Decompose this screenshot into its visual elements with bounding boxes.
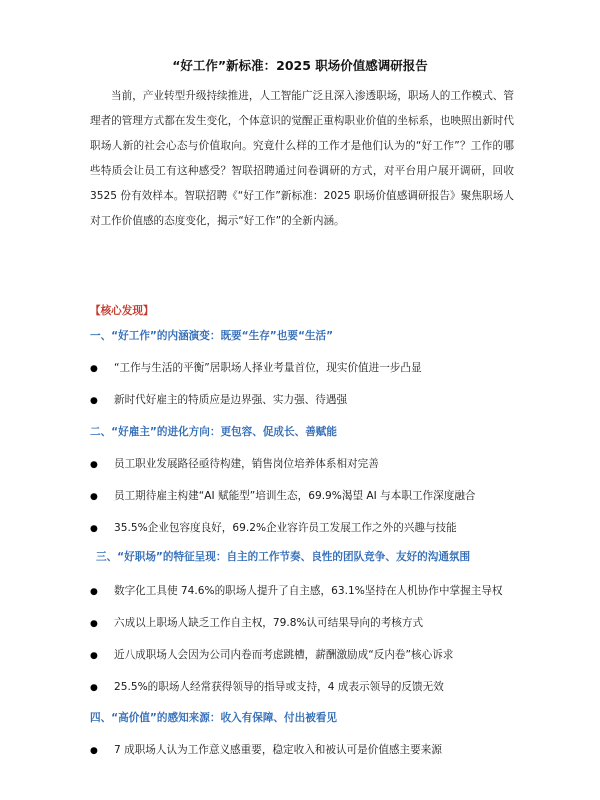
- section-heading-4: 四、“高价值”的感知来源：收入有保障、付出被看见: [90, 712, 337, 724]
- list-item: [90, 615, 530, 630]
- bullet-icon: ●: [90, 492, 98, 502]
- intro-paragraph: 当前，产业转型升级持续推进，人工智能广泛且深入渗透职场，职场人的工作模式、管理者的管理方式都在发生变化，个体意识的觉醒正重构职业价值的坐标系，也映照出新时代职场人新的社会心态与价值取向。究竟什么样的工作才是他们认为的“好工作”？工作的哪些特质会让员工有这种感受？智联招聘通过问卷调研的方式，对平台用户展开调研，回收 3525 份有效样本。智联招聘《“好工作”新标准：2025 职场价值感调研报告》聚焦职场人对工作价值感的态度变化，揭示“好工作”的全新内涵。: [90, 90, 514, 227]
- list-item: [90, 456, 530, 471]
- bullet-icon: ●: [90, 746, 98, 756]
- list-item-text: 六成以上职场人缺乏工作自主权，79.8%认可结果导向的考核方式: [114, 617, 424, 629]
- list-item-text: 7 成职场人认为工作意义感重要，稳定收入和被认可是价值感主要来源: [114, 744, 442, 756]
- section-heading-1: 一、“好工作”的内涵演变：既要“生存”也要“生活”: [90, 330, 334, 342]
- core-findings-heading: 【核心发现】: [90, 305, 154, 317]
- list-item: [90, 392, 530, 407]
- list-item-text: “工作与生活的平衡”居职场人择业考量首位，现实价值进一步凸显: [114, 362, 422, 374]
- list-item-text: 25.5%的职场人经常获得领导的指导或支持，4 成表示领导的反馈无效: [114, 681, 444, 693]
- list-item: [90, 360, 530, 375]
- list-item: [90, 679, 530, 694]
- list-item-text: 数字化工具使 74.6%的职场人提升了自主感，63.1%坚持在人机协作中掌握主导权: [114, 585, 503, 597]
- bullet-icon: ●: [90, 524, 98, 534]
- section-heading-2: 二、“好雇主”的进化方向：更包容、促成长、善赋能: [90, 426, 337, 438]
- bullet-icon: ●: [90, 396, 98, 406]
- list-item: [90, 488, 530, 503]
- list-item: [90, 647, 530, 662]
- list-item: [90, 742, 530, 757]
- bullet-icon: ●: [90, 683, 98, 693]
- bullet-icon: ●: [90, 587, 98, 597]
- section-heading-3: 三、“好职场”的特征呈现：自主的工作节奏、良性的团队竞争、友好的沟通氛围: [96, 551, 471, 563]
- list-item-text: 新时代好雇主的特质应是边界强、实力强、待遇强: [114, 394, 348, 406]
- list-item-text: 近八成职场人会因为公司内卷而考虑跳槽，薪酬激励成“反内卷”核心诉求: [114, 649, 454, 661]
- bullet-icon: ●: [90, 619, 98, 629]
- list-item-text: 员工职业发展路径亟待构建，销售岗位培养体系相对完善: [114, 458, 379, 470]
- report-title: “好工作”新标准：2025 职场价值感调研报告: [172, 58, 428, 73]
- list-item-text: 员工期待雇主构建“AI 赋能型”培训生态，69.9%渴望 AI 与本职工作深度融合: [114, 490, 476, 502]
- list-item: [90, 520, 530, 535]
- bullet-icon: ●: [90, 364, 98, 374]
- list-item-text: 35.5%企业包容度良好，69.2%企业容许员工发展工作之外的兴趣与技能: [114, 522, 457, 534]
- list-item: [90, 583, 530, 598]
- bullet-icon: ●: [90, 651, 98, 661]
- bullet-icon: ●: [90, 460, 98, 470]
